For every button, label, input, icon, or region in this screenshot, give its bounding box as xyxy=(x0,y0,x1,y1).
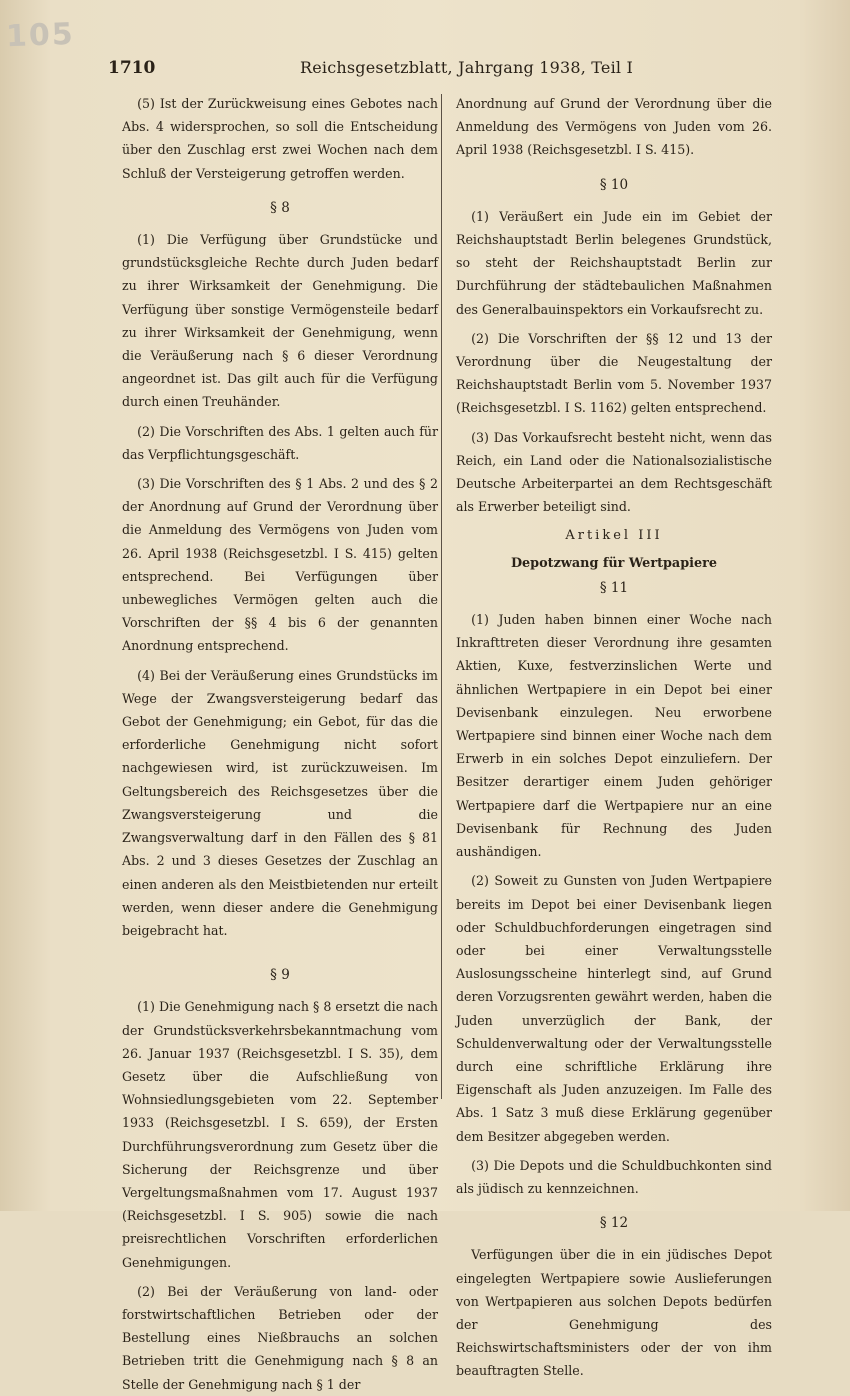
left-column xyxy=(122,92,438,1396)
column-divider xyxy=(441,94,442,1099)
section-11-paragraph-1: (1) Juden haben binnen einer Woche nach Inkrafttreten dieser Verordnung ihre gesamten Aktien, Kuxe, festverzinslichen Werte und ähnlichen Wertpapiere in ein Depot bei einer Devisenbank einzulegen. Neu erworbene Wertpapiere sind binnen einer Woche nach dem Erwerb in ein solches Depot einzuliefern. Der Besitzer derartiger einem Juden gehöriger Wertpapiere darf die Wertpapiere nur an eine Devisenbank für Rechnung des Juden aushändigen. xyxy=(456,612,772,860)
section-9-paragraph-2: (2) Bei der Veräußerung von land- oder forstwirtschaftlichen Betrieben oder der Bestellung eines Nießbrauchs an solchen Betrieben tritt die Genehmigung nach § 8 an Stelle der Genehmigung nach § 1 der xyxy=(122,1283,438,1392)
paragraph-continuation: (5) Ist der Zurückweisung eines Gebotes nach Abs. 4 widersprochen, so soll die Entscheidung über den Zuschlag erst zwei Wochen nach dem Schluß der Versteigerung getroffen werden. xyxy=(122,96,438,181)
section-8-paragraph-1: (1) Die Verfügung über Grundstücke und grundstücksgleiche Rechte durch Juden bedarf zu ihrer Wirksamkeit der Genehmigung. Die Verfügung über sonstige Vermögensteile bedarf zu ihrer Wirksamkeit der Genehmigung, wenn die Veräußerung nach § 6 dieser Verordnung angeordnet ist. Das gilt auch für die Verfügung durch einen Treuhänder. xyxy=(122,232,438,410)
paragraph-continuation-right: Anordnung auf Grund der Verordnung über die Anmeldung des Vermögens von Juden vom 26. April 1938 (Reichsgesetzbl. I S. 415). xyxy=(456,96,772,158)
right-column xyxy=(456,92,772,1383)
article-title: Depotzwang für Wertpapiere xyxy=(510,555,718,571)
section-8-paragraph-4: (4) Bei der Veräußerung eines Grundstücks im Wege der Zwangsversteigerung bedarf das Gebot der Genehmigung; ein Gebot, für das die erforderliche Genehmigung nicht sofort nachgewiesen wird, ist zurückzuweisen. Im Geltungsbereich des Reichsgesetzes über die Zwangsversteigerung und die Zwangsverwaltung darf in den Fällen des § 81 Abs. 2 und 3 dieses Gesetzes der Zuschlag an einen anderen als den Meistbietenden nur erteilt werden, wenn dieser andere die Genehmigung beigebracht hat. xyxy=(122,667,438,938)
section-9-paragraph-1: (1) Die Genehmigung nach § 8 ersetzt die nach der Grundstücksverkehrsbekanntmachung vom 26. Januar 1937 (Reichsgesetzbl. I S. 35), dem Gesetz über die Aufschließung von Wohnsiedlungsgebieten vom 22. September 1933 (Reichsgesetzbl. I S. 659), der Ersten Durchführungsverordnung zum Gesetz über die Sicherung der Reichsgrenze und über Vergeltungsmaßnahmen vom 17. August 1937 (Reichsgesetzbl. I S. 905) sowie die nach preisrechtlichen Vorschriften erforderlichen Genehmigungen. xyxy=(122,999,438,1270)
section-heading-12: § 12 xyxy=(599,1215,629,1232)
section-12-paragraph-1: Verfügungen über die in ein jüdisches Depot eingelegten Wertpapiere sowie Auslieferungen von Wertpapieren aus solchen Depots bedürfen der Genehmigung des Reichswirtschaftsministers oder der von ihm beauftragten Stelle. xyxy=(456,1247,772,1379)
section-heading-8: § 8 xyxy=(270,199,290,216)
archive-stamp: 105 xyxy=(5,16,76,55)
section-heading-11: § 11 xyxy=(599,579,629,596)
running-title: Reichsgesetzblatt, Jahrgang 1938, Teil I xyxy=(300,58,634,77)
page-header xyxy=(108,58,770,84)
section-10-paragraph-2: (2) Die Vorschriften der §§ 12 und 13 der Verordnung über die Neugestaltung der Reichshauptstadt Berlin vom 5. November 1937 (Reichsgesetzbl. I S. 1162) gelten entsprechend. xyxy=(456,330,772,416)
section-8-paragraph-3: (3) Die Vorschriften des § 1 Abs. 2 und des § 2 der Anordnung auf Grund der Verordnung über die Anmeldung des Vermögens von Juden vom 26. April 1938 (Reichsgesetzbl. I S. 415) gelten entsprechend. Bei Verfügungen über unbewegliches Vermögen gelten auch die Vorschriften der §§ 4 bis 6 der genannten Anordnung entsprechend. xyxy=(122,476,438,654)
section-8-paragraph-2: (2) Die Vorschriften des Abs. 1 gelten auch für das Verpflichtungsgeschäft. xyxy=(122,423,438,462)
article-heading: Artikel III xyxy=(565,528,663,544)
section-heading-9: § 9 xyxy=(270,967,290,984)
section-10-paragraph-1: (1) Veräußert ein Jude ein im Gebiet der Reichshauptstadt Berlin belegenes Grundstück, so steht der Reichshauptstadt Berlin zur Durchführung der städtebaulichen Maßnahmen des Generalbauinspektors ein Vorkaufsrecht zu. xyxy=(456,208,772,317)
page-number: 1710 xyxy=(108,58,156,78)
section-10-paragraph-3: (3) Das Vorkaufsrecht besteht nicht, wenn das Reich, ein Land oder die Nationalsozialistische Deutsche Arbeiterpartei an dem Rechtsgeschäft als Erwerber beteiligt sind. xyxy=(456,429,772,515)
section-11-paragraph-2: (2) Soweit zu Gunsten von Juden Wertpapiere bereits im Depot bei einer Devisenbank liegen oder Schuldbuchforderungen eingetragen sind oder bei einer Verwaltungsstelle Auslosungsscheine hinterlegt sind, auf Grund deren Vorzugsrenten gewährt werden, haben die Juden unverzüglich der Bank, der Schuldenverwaltung oder der Verwaltungsstelle durch eine schriftliche Erklärung ihre Eigenschaft als Juden anzuzeigen. Im Falle des Abs. 1 Satz 3 muß diese Erklärung gegenüber dem Besitzer abgegeben werden. xyxy=(456,873,772,1144)
section-heading-10: § 10 xyxy=(599,176,629,193)
section-11-paragraph-3: (3) Die Depots und die Schuldbuchkonten sind als jüdisch zu kennzeichnen. xyxy=(456,1157,772,1196)
